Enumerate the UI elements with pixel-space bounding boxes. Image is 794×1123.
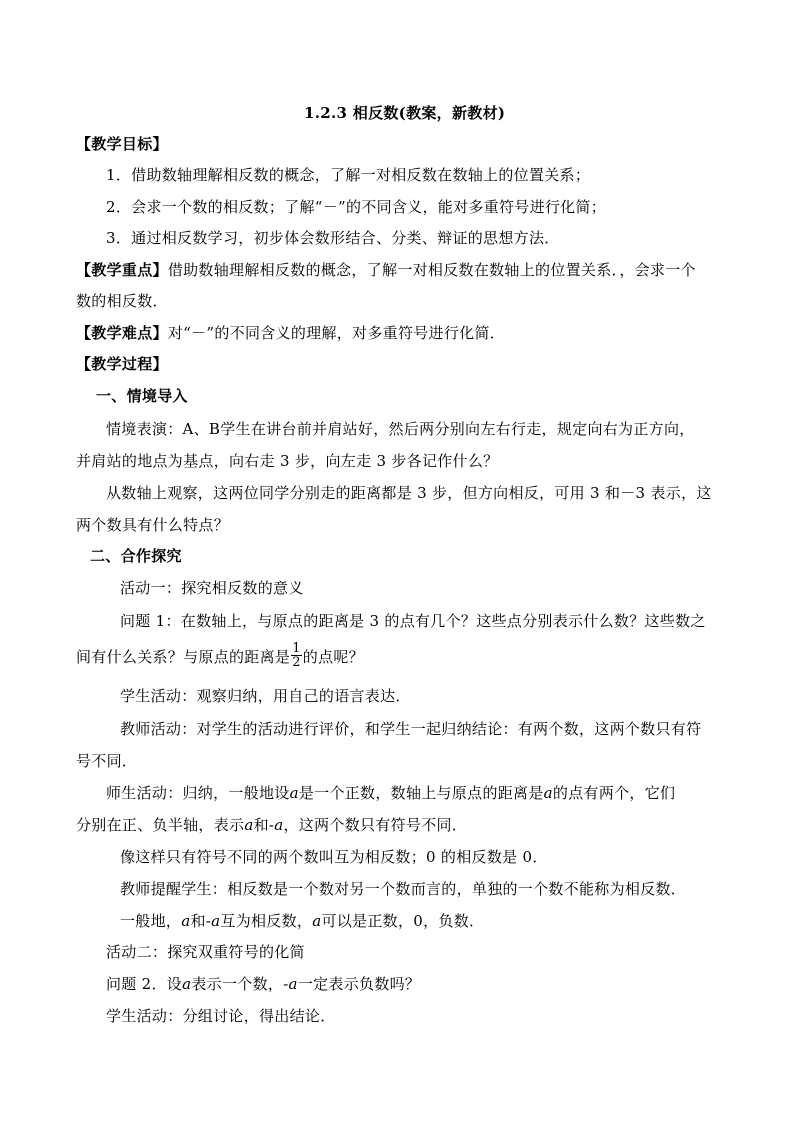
general-text-a: 一般地， [120,912,182,930]
summary-text-a: 师生活动：归纳，一般地设 [106,784,290,802]
variable-neg-a: -a [205,912,221,930]
part2-heading: 二、合作探究 [90,547,182,565]
question-2-text-a: 问题 2．设 [106,975,183,993]
activity-2-title: 活动二：探究双重符号的化简 [106,943,305,961]
fraction-denominator: 2 [292,654,301,670]
general-statement [120,910,484,932]
scenario-line-1: 情境表演：A、B学生在讲台前并肩站好，然后两分别向左右行走，规定向右为正方向， [106,420,695,438]
student-activity-1: 学生活动：观察归纳，用自己的语言表达． [120,687,411,705]
summary-line-1 [106,782,675,804]
summary-and: 和 [253,816,269,834]
summary-text-d: 分别在正、负半轴，表示 [76,816,245,834]
general-text-c: 可以是正数，0，负数． [321,912,485,930]
question-2-text-c: 一定表示负数吗？ [297,975,421,993]
question-1-line-1: 问题 1：在数轴上，与原点的距离是 3 的点有几个？这些点分别表示什么数？这些数之 [120,612,706,630]
difficulty-paragraph [76,322,505,344]
teacher-reminder: 教师提醒学生：相反数是一个数对另一个数而言的，单独的一个数不能称为相反数． [120,880,687,898]
teacher-activity-line-2: 号不同． [76,752,138,770]
page-title: 1.2.3 相反数(教案，新教材) [304,104,506,122]
summary-text-e: ，这两个数只有符号不同． [283,816,468,834]
key-points-text: 借助数轴理解相反数的概念，了解一对相反数在数轴上的位置关系．，会求一个 [167,261,696,279]
variable-a: a [543,784,553,802]
key-points-label: 【教学重点】 [76,261,168,279]
variable-a: a [244,816,254,834]
fraction-one-half [291,642,302,669]
variable-a: a [182,975,192,993]
general-text-b: 互为相反数， [220,912,313,930]
fraction-numerator: 1 [292,640,301,656]
general-and: 和 [190,912,206,930]
goal-item-2: 2．会求一个数的相反数；了解“－”的不同含义，能对多重符号进行化简； [106,198,607,216]
variable-neg-a: -a [283,975,298,993]
key-points-continuation: 数的相反数． [76,292,168,310]
question-1-line-2 [76,640,364,670]
question-1-text-a: 间有什么关系？与原点的距离是 [76,648,291,666]
question-2-text-b: 表示一个数， [191,975,284,993]
difficulty-label: 【教学难点】 [76,324,168,342]
scenario-line-2: 并肩站的地点为基点，向右走 3 步，向左走 3 步各记作什么？ [76,452,499,470]
summary-text-c: 的点有两个，它们 [552,784,676,802]
variable-a: a [181,912,191,930]
question-1-text-b: 的点呢？ [302,648,364,666]
student-activity-2: 学生活动：分组讨论，得出结论． [106,1007,336,1025]
summary-text-b: 是一个正数，数轴上与原点的距离是 [298,784,544,802]
observe-line-2: 两个数具有什么特点？ [76,516,230,534]
key-points-paragraph [76,259,696,281]
goals-heading: 【教学目标】 [76,135,168,153]
summary-line-2 [76,814,467,836]
variable-neg-a: -a [268,816,284,834]
activity-1-title: 活动一：探究相反数的意义 [120,579,304,597]
question-2 [106,973,420,995]
variable-a: a [289,784,299,802]
process-heading: 【教学过程】 [76,355,168,373]
part1-heading: 一、情境导入 [96,387,188,405]
goal-item-3: 3．通过相反数学习，初步体会数形结合、分类、辩证的思想方法． [106,229,560,247]
goal-item-1: 1．借助数轴理解相反数的概念，了解一对相反数在数轴上的位置关系； [106,166,591,184]
difficulty-text: 对“－”的不同含义的理解，对多重符号进行化简． [167,324,506,342]
observe-line-1: 从数轴上观察，这两位同学分别走的距离都是 3 步，但方向相反，可用 3 和－3 表示，这 [106,484,712,502]
teacher-activity-line-1: 教师活动：对学生的活动进行评价，和学生一起归纳结论：有两个数，这两个数只有符 [120,720,702,738]
variable-a: a [312,912,322,930]
definition-line: 像这样只有符号不同的两个数叫互为相反数；0 的相反数是 0． [120,848,548,866]
